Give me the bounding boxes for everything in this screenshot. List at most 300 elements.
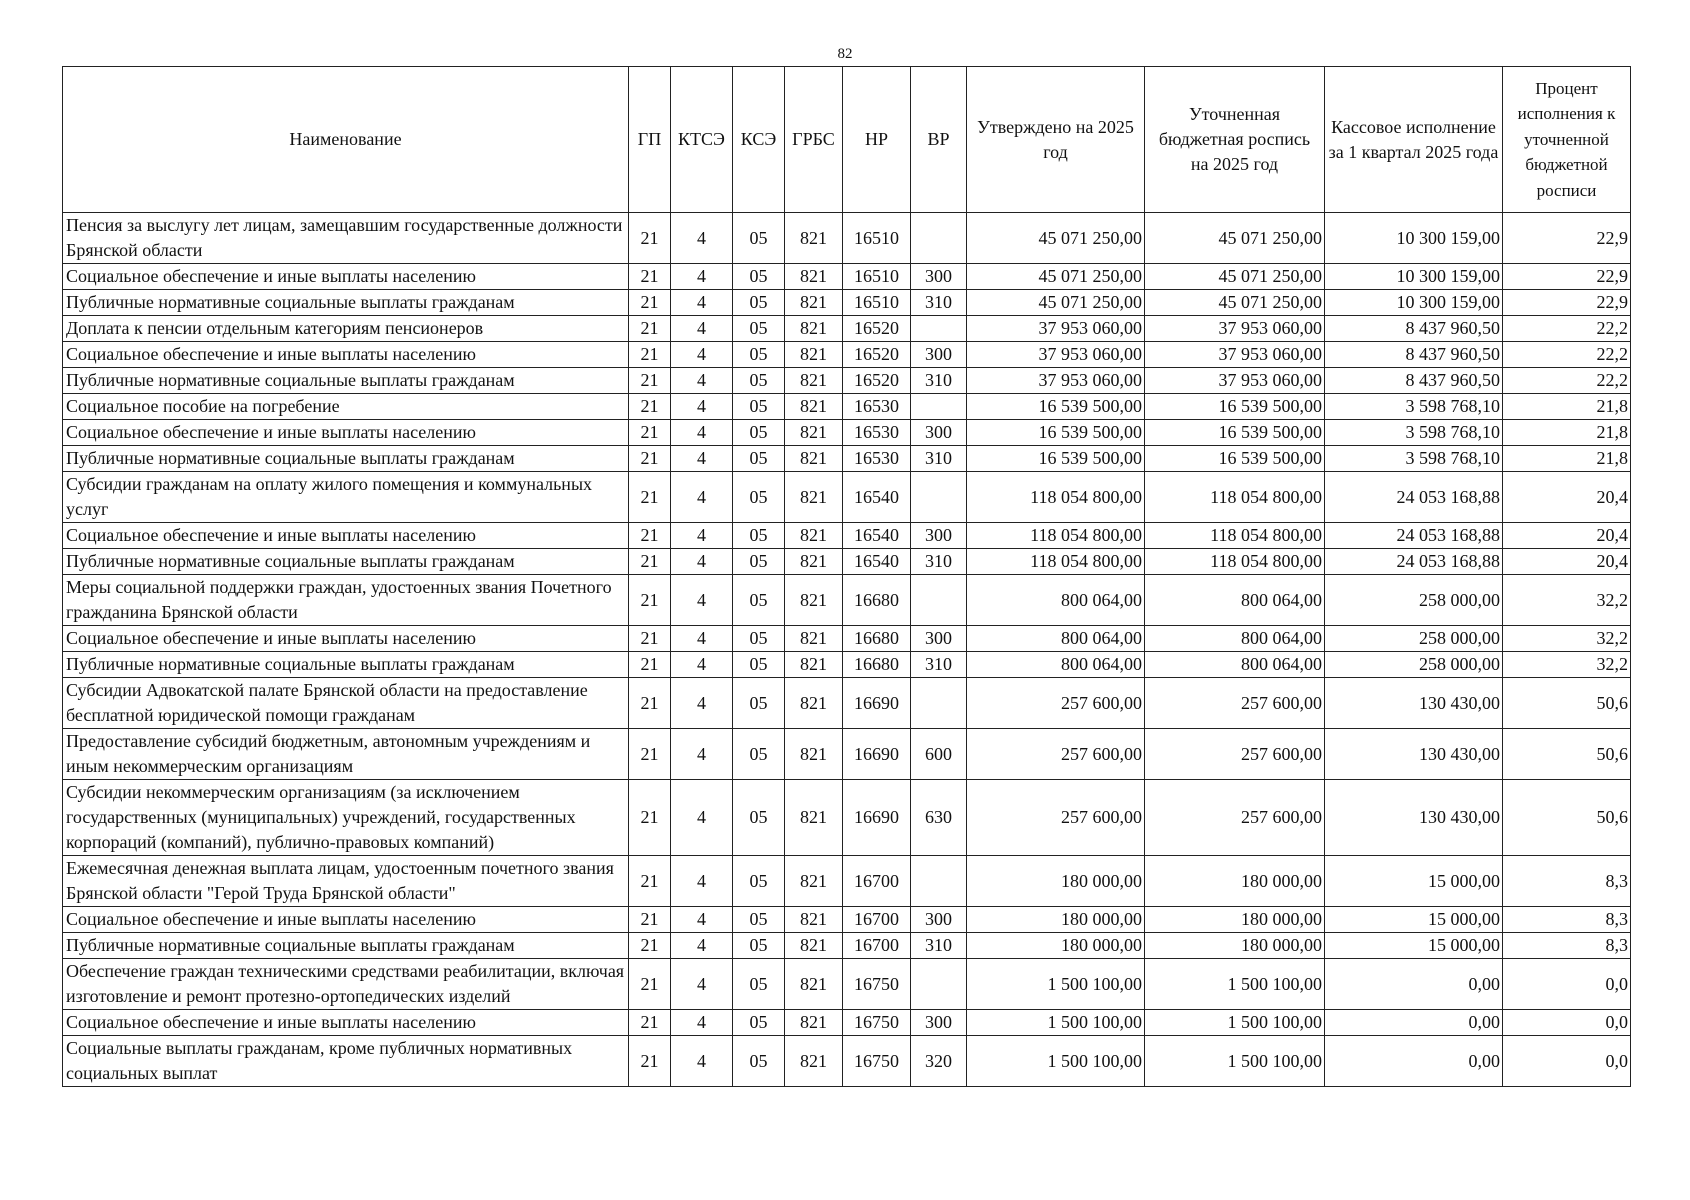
cell-vr xyxy=(911,213,967,264)
cell-grbs: 821 xyxy=(785,678,843,729)
cell-revised: 118 054 800,00 xyxy=(1145,523,1325,549)
cell-name: Пенсия за выслугу лет лицам, замещавшим государственные должности Брянской области xyxy=(63,213,629,264)
cell-executed: 10 300 159,00 xyxy=(1325,264,1503,290)
table-row xyxy=(63,420,1631,446)
cell-name: Публичные нормативные социальные выплаты гражданам xyxy=(63,652,629,678)
cell-gp: 21 xyxy=(629,780,671,856)
cell-grbs: 821 xyxy=(785,780,843,856)
cell-executed: 258 000,00 xyxy=(1325,652,1503,678)
cell-name: Социальное обеспечение и иные выплаты населению xyxy=(63,420,629,446)
cell-gp: 21 xyxy=(629,290,671,316)
cell-kse: 05 xyxy=(733,523,785,549)
cell-name: Публичные нормативные социальные выплаты гражданам xyxy=(63,290,629,316)
cell-nr: 16750 xyxy=(843,1036,911,1087)
cell-kse: 05 xyxy=(733,472,785,523)
cell-percent: 22,9 xyxy=(1503,213,1631,264)
cell-revised: 800 064,00 xyxy=(1145,575,1325,626)
cell-executed: 15 000,00 xyxy=(1325,933,1503,959)
cell-executed: 0,00 xyxy=(1325,1036,1503,1087)
cell-nr: 16680 xyxy=(843,652,911,678)
cell-nr: 16680 xyxy=(843,626,911,652)
cell-revised: 257 600,00 xyxy=(1145,678,1325,729)
cell-ktse: 4 xyxy=(671,575,733,626)
table-row xyxy=(63,907,1631,933)
cell-nr: 16520 xyxy=(843,316,911,342)
cell-name: Субсидии Адвокатской палате Брянской области на предоставление бесплатной юридической помощи гражданам xyxy=(63,678,629,729)
cell-ktse: 4 xyxy=(671,523,733,549)
cell-ktse: 4 xyxy=(671,368,733,394)
cell-kse: 05 xyxy=(733,446,785,472)
cell-name: Социальное обеспечение и иные выплаты населению xyxy=(63,523,629,549)
cell-revised: 257 600,00 xyxy=(1145,780,1325,856)
cell-name: Меры социальной поддержки граждан, удостоенных звания Почетного гражданина Брянской области xyxy=(63,575,629,626)
cell-kse: 05 xyxy=(733,549,785,575)
cell-approved: 37 953 060,00 xyxy=(967,368,1145,394)
table-row xyxy=(63,933,1631,959)
cell-ktse: 4 xyxy=(671,652,733,678)
col-header-grbs: ГРБС xyxy=(785,67,843,213)
cell-vr: 310 xyxy=(911,446,967,472)
table-row xyxy=(63,523,1631,549)
cell-nr: 16510 xyxy=(843,213,911,264)
col-header-executed: Кассовое исполнение за 1 квартал 2025 года xyxy=(1325,67,1503,213)
cell-executed: 10 300 159,00 xyxy=(1325,213,1503,264)
cell-ktse: 4 xyxy=(671,907,733,933)
cell-ktse: 4 xyxy=(671,549,733,575)
cell-vr xyxy=(911,394,967,420)
cell-gp: 21 xyxy=(629,394,671,420)
cell-approved: 45 071 250,00 xyxy=(967,290,1145,316)
cell-approved: 180 000,00 xyxy=(967,856,1145,907)
cell-vr: 300 xyxy=(911,342,967,368)
cell-gp: 21 xyxy=(629,575,671,626)
cell-nr: 16510 xyxy=(843,264,911,290)
cell-executed: 15 000,00 xyxy=(1325,907,1503,933)
cell-nr: 16520 xyxy=(843,368,911,394)
cell-gp: 21 xyxy=(629,652,671,678)
cell-executed: 3 598 768,10 xyxy=(1325,394,1503,420)
cell-grbs: 821 xyxy=(785,368,843,394)
cell-executed: 258 000,00 xyxy=(1325,575,1503,626)
cell-kse: 05 xyxy=(733,213,785,264)
cell-ktse: 4 xyxy=(671,959,733,1010)
cell-grbs: 821 xyxy=(785,907,843,933)
cell-grbs: 821 xyxy=(785,933,843,959)
cell-grbs: 821 xyxy=(785,856,843,907)
cell-approved: 16 539 500,00 xyxy=(967,446,1145,472)
cell-grbs: 821 xyxy=(785,575,843,626)
cell-percent: 20,4 xyxy=(1503,523,1631,549)
cell-executed: 24 053 168,88 xyxy=(1325,523,1503,549)
cell-grbs: 821 xyxy=(785,213,843,264)
table-row xyxy=(63,1010,1631,1036)
cell-revised: 16 539 500,00 xyxy=(1145,394,1325,420)
cell-executed: 0,00 xyxy=(1325,959,1503,1010)
cell-name: Обеспечение граждан техническими средствами реабилитации, включая изготовление и ремонт протезно-ортопедических изделий xyxy=(63,959,629,1010)
cell-nr: 16750 xyxy=(843,959,911,1010)
cell-ktse: 4 xyxy=(671,264,733,290)
col-header-nr: НР xyxy=(843,67,911,213)
cell-executed: 24 053 168,88 xyxy=(1325,472,1503,523)
cell-nr: 16690 xyxy=(843,780,911,856)
cell-vr xyxy=(911,678,967,729)
cell-percent: 20,4 xyxy=(1503,549,1631,575)
cell-gp: 21 xyxy=(629,907,671,933)
cell-approved: 800 064,00 xyxy=(967,626,1145,652)
cell-gp: 21 xyxy=(629,420,671,446)
cell-nr: 16690 xyxy=(843,729,911,780)
cell-gp: 21 xyxy=(629,933,671,959)
cell-revised: 118 054 800,00 xyxy=(1145,549,1325,575)
cell-kse: 05 xyxy=(733,780,785,856)
cell-executed: 8 437 960,50 xyxy=(1325,316,1503,342)
cell-percent: 32,2 xyxy=(1503,626,1631,652)
table-row xyxy=(63,316,1631,342)
cell-revised: 45 071 250,00 xyxy=(1145,264,1325,290)
cell-percent: 0,0 xyxy=(1503,1010,1631,1036)
table-row xyxy=(63,678,1631,729)
cell-vr: 600 xyxy=(911,729,967,780)
table-row xyxy=(63,549,1631,575)
table-row xyxy=(63,729,1631,780)
cell-percent: 21,8 xyxy=(1503,394,1631,420)
cell-approved: 118 054 800,00 xyxy=(967,472,1145,523)
cell-percent: 20,4 xyxy=(1503,472,1631,523)
cell-percent: 50,6 xyxy=(1503,729,1631,780)
cell-grbs: 821 xyxy=(785,264,843,290)
cell-gp: 21 xyxy=(629,729,671,780)
cell-grbs: 821 xyxy=(785,394,843,420)
cell-grbs: 821 xyxy=(785,420,843,446)
cell-ktse: 4 xyxy=(671,342,733,368)
cell-gp: 21 xyxy=(629,446,671,472)
cell-kse: 05 xyxy=(733,907,785,933)
cell-percent: 22,2 xyxy=(1503,316,1631,342)
cell-percent: 32,2 xyxy=(1503,575,1631,626)
col-header-percent-label: Процент исполнения к уточненной бюджетной росписи xyxy=(1517,78,1616,200)
cell-percent: 22,9 xyxy=(1503,264,1631,290)
col-header-name: Наименование xyxy=(63,67,629,213)
cell-percent: 22,2 xyxy=(1503,368,1631,394)
cell-nr: 16520 xyxy=(843,342,911,368)
cell-revised: 16 539 500,00 xyxy=(1145,446,1325,472)
cell-percent: 22,2 xyxy=(1503,342,1631,368)
cell-name: Социальные выплаты гражданам, кроме публичных нормативных социальных выплат xyxy=(63,1036,629,1087)
cell-nr: 16680 xyxy=(843,575,911,626)
cell-kse: 05 xyxy=(733,264,785,290)
cell-grbs: 821 xyxy=(785,1036,843,1087)
cell-name: Социальное обеспечение и иные выплаты населению xyxy=(63,264,629,290)
cell-gp: 21 xyxy=(629,368,671,394)
cell-kse: 05 xyxy=(733,290,785,316)
col-header-gp: ГП xyxy=(629,67,671,213)
cell-ktse: 4 xyxy=(671,394,733,420)
cell-name: Социальное пособие на погребение xyxy=(63,394,629,420)
cell-approved: 1 500 100,00 xyxy=(967,1036,1145,1087)
cell-kse: 05 xyxy=(733,959,785,1010)
cell-vr: 310 xyxy=(911,652,967,678)
cell-kse: 05 xyxy=(733,316,785,342)
table-row xyxy=(63,575,1631,626)
table-row xyxy=(63,446,1631,472)
cell-percent: 8,3 xyxy=(1503,907,1631,933)
table-header-row xyxy=(63,67,1631,213)
cell-approved: 16 539 500,00 xyxy=(967,420,1145,446)
cell-ktse: 4 xyxy=(671,420,733,446)
cell-grbs: 821 xyxy=(785,316,843,342)
cell-percent: 50,6 xyxy=(1503,678,1631,729)
cell-name: Публичные нормативные социальные выплаты гражданам xyxy=(63,446,629,472)
cell-vr: 310 xyxy=(911,290,967,316)
cell-ktse: 4 xyxy=(671,780,733,856)
cell-approved: 45 071 250,00 xyxy=(967,213,1145,264)
cell-revised: 16 539 500,00 xyxy=(1145,420,1325,446)
cell-percent: 32,2 xyxy=(1503,652,1631,678)
cell-grbs: 821 xyxy=(785,1010,843,1036)
cell-nr: 16530 xyxy=(843,446,911,472)
cell-nr: 16530 xyxy=(843,394,911,420)
cell-approved: 180 000,00 xyxy=(967,907,1145,933)
table-row xyxy=(63,264,1631,290)
cell-executed: 3 598 768,10 xyxy=(1325,420,1503,446)
cell-approved: 257 600,00 xyxy=(967,780,1145,856)
cell-kse: 05 xyxy=(733,575,785,626)
cell-approved: 37 953 060,00 xyxy=(967,316,1145,342)
col-header-revised: Уточненная бюджетная роспись на 2025 год xyxy=(1145,67,1325,213)
cell-kse: 05 xyxy=(733,368,785,394)
cell-revised: 45 071 250,00 xyxy=(1145,290,1325,316)
cell-vr xyxy=(911,575,967,626)
cell-percent: 21,8 xyxy=(1503,446,1631,472)
cell-kse: 05 xyxy=(733,933,785,959)
cell-revised: 257 600,00 xyxy=(1145,729,1325,780)
cell-gp: 21 xyxy=(629,264,671,290)
table-body xyxy=(63,213,1631,1087)
cell-name: Ежемесячная денежная выплата лицам, удостоенным почетного звания Брянской области "Герой Труда Брянской области" xyxy=(63,856,629,907)
cell-name: Социальное обеспечение и иные выплаты населению xyxy=(63,1010,629,1036)
col-header-approved: Утверждено на 2025 год xyxy=(967,67,1145,213)
cell-vr: 300 xyxy=(911,907,967,933)
cell-name: Доплата к пенсии отдельным категориям пенсионеров xyxy=(63,316,629,342)
cell-kse: 05 xyxy=(733,1036,785,1087)
cell-executed: 24 053 168,88 xyxy=(1325,549,1503,575)
cell-revised: 180 000,00 xyxy=(1145,856,1325,907)
col-header-ktse: КТСЭ xyxy=(671,67,733,213)
table-row xyxy=(63,394,1631,420)
cell-kse: 05 xyxy=(733,626,785,652)
cell-gp: 21 xyxy=(629,1036,671,1087)
cell-approved: 37 953 060,00 xyxy=(967,342,1145,368)
cell-vr: 310 xyxy=(911,368,967,394)
cell-nr: 16700 xyxy=(843,856,911,907)
cell-vr: 300 xyxy=(911,420,967,446)
cell-kse: 05 xyxy=(733,420,785,446)
cell-nr: 16540 xyxy=(843,549,911,575)
cell-gp: 21 xyxy=(629,1010,671,1036)
cell-vr: 300 xyxy=(911,523,967,549)
cell-ktse: 4 xyxy=(671,678,733,729)
table-row xyxy=(63,342,1631,368)
cell-name: Публичные нормативные социальные выплаты гражданам xyxy=(63,368,629,394)
cell-executed: 130 430,00 xyxy=(1325,780,1503,856)
cell-approved: 180 000,00 xyxy=(967,933,1145,959)
cell-grbs: 821 xyxy=(785,652,843,678)
cell-revised: 180 000,00 xyxy=(1145,933,1325,959)
cell-nr: 16540 xyxy=(843,523,911,549)
cell-vr xyxy=(911,316,967,342)
cell-percent: 8,3 xyxy=(1503,933,1631,959)
cell-vr: 300 xyxy=(911,1010,967,1036)
cell-gp: 21 xyxy=(629,626,671,652)
cell-executed: 15 000,00 xyxy=(1325,856,1503,907)
cell-percent: 8,3 xyxy=(1503,856,1631,907)
cell-executed: 10 300 159,00 xyxy=(1325,290,1503,316)
cell-kse: 05 xyxy=(733,342,785,368)
cell-nr: 16540 xyxy=(843,472,911,523)
cell-gp: 21 xyxy=(629,316,671,342)
cell-gp: 21 xyxy=(629,959,671,1010)
table-row xyxy=(63,472,1631,523)
table-row xyxy=(63,213,1631,264)
cell-vr: 300 xyxy=(911,264,967,290)
cell-vr: 630 xyxy=(911,780,967,856)
col-header-kse: КСЭ xyxy=(733,67,785,213)
cell-grbs: 821 xyxy=(785,549,843,575)
cell-ktse: 4 xyxy=(671,1010,733,1036)
cell-nr: 16530 xyxy=(843,420,911,446)
cell-revised: 45 071 250,00 xyxy=(1145,213,1325,264)
cell-approved: 118 054 800,00 xyxy=(967,523,1145,549)
cell-executed: 258 000,00 xyxy=(1325,626,1503,652)
cell-ktse: 4 xyxy=(671,1036,733,1087)
cell-executed: 8 437 960,50 xyxy=(1325,368,1503,394)
table-row xyxy=(63,368,1631,394)
cell-approved: 45 071 250,00 xyxy=(967,264,1145,290)
cell-kse: 05 xyxy=(733,394,785,420)
cell-grbs: 821 xyxy=(785,472,843,523)
cell-kse: 05 xyxy=(733,678,785,729)
cell-gp: 21 xyxy=(629,549,671,575)
cell-approved: 800 064,00 xyxy=(967,652,1145,678)
page-number: 82 xyxy=(837,46,853,62)
cell-vr: 310 xyxy=(911,549,967,575)
cell-revised: 800 064,00 xyxy=(1145,652,1325,678)
cell-executed: 8 437 960,50 xyxy=(1325,342,1503,368)
cell-vr xyxy=(911,856,967,907)
cell-ktse: 4 xyxy=(671,472,733,523)
cell-percent: 0,0 xyxy=(1503,1036,1631,1087)
cell-revised: 1 500 100,00 xyxy=(1145,1036,1325,1087)
col-header-vr: ВР xyxy=(911,67,967,213)
cell-nr: 16510 xyxy=(843,290,911,316)
cell-gp: 21 xyxy=(629,678,671,729)
cell-ktse: 4 xyxy=(671,446,733,472)
cell-grbs: 821 xyxy=(785,290,843,316)
cell-name: Социальное обеспечение и иные выплаты населению xyxy=(63,342,629,368)
cell-name: Предоставление субсидий бюджетным, автономным учреждениям и иным некоммерческим организациям xyxy=(63,729,629,780)
cell-ktse: 4 xyxy=(671,933,733,959)
cell-name: Субсидии некоммерческим организациям (за исключением государственных (муниципальных) учреждений, государственных корпораций (компаний), публично-правовых компаний) xyxy=(63,780,629,856)
cell-name: Публичные нормативные социальные выплаты гражданам xyxy=(63,549,629,575)
cell-gp: 21 xyxy=(629,213,671,264)
table-row xyxy=(63,780,1631,856)
cell-approved: 118 054 800,00 xyxy=(967,549,1145,575)
cell-name: Социальное обеспечение и иные выплаты населению xyxy=(63,626,629,652)
table-row xyxy=(63,856,1631,907)
cell-vr: 300 xyxy=(911,626,967,652)
cell-percent: 21,8 xyxy=(1503,420,1631,446)
cell-ktse: 4 xyxy=(671,290,733,316)
cell-kse: 05 xyxy=(733,729,785,780)
cell-gp: 21 xyxy=(629,523,671,549)
cell-ktse: 4 xyxy=(671,626,733,652)
cell-grbs: 821 xyxy=(785,342,843,368)
cell-revised: 180 000,00 xyxy=(1145,907,1325,933)
cell-approved: 257 600,00 xyxy=(967,729,1145,780)
col-header-percent xyxy=(1503,67,1631,213)
cell-revised: 118 054 800,00 xyxy=(1145,472,1325,523)
cell-revised: 37 953 060,00 xyxy=(1145,368,1325,394)
cell-grbs: 821 xyxy=(785,523,843,549)
cell-approved: 800 064,00 xyxy=(967,575,1145,626)
cell-ktse: 4 xyxy=(671,729,733,780)
cell-approved: 1 500 100,00 xyxy=(967,959,1145,1010)
cell-percent: 22,9 xyxy=(1503,290,1631,316)
cell-name: Субсидии гражданам на оплату жилого помещения и коммунальных услуг xyxy=(63,472,629,523)
cell-grbs: 821 xyxy=(785,446,843,472)
cell-gp: 21 xyxy=(629,856,671,907)
cell-vr: 310 xyxy=(911,933,967,959)
table-row xyxy=(63,626,1631,652)
cell-nr: 16700 xyxy=(843,907,911,933)
cell-nr: 16700 xyxy=(843,933,911,959)
cell-approved: 16 539 500,00 xyxy=(967,394,1145,420)
cell-revised: 1 500 100,00 xyxy=(1145,1010,1325,1036)
table-row xyxy=(63,1036,1631,1087)
cell-executed: 130 430,00 xyxy=(1325,729,1503,780)
cell-approved: 257 600,00 xyxy=(967,678,1145,729)
cell-percent: 0,0 xyxy=(1503,959,1631,1010)
cell-nr: 16690 xyxy=(843,678,911,729)
cell-name: Публичные нормативные социальные выплаты гражданам xyxy=(63,933,629,959)
cell-executed: 130 430,00 xyxy=(1325,678,1503,729)
table-row xyxy=(63,290,1631,316)
cell-revised: 37 953 060,00 xyxy=(1145,342,1325,368)
cell-grbs: 821 xyxy=(785,626,843,652)
cell-executed: 0,00 xyxy=(1325,1010,1503,1036)
table-row xyxy=(63,652,1631,678)
cell-revised: 37 953 060,00 xyxy=(1145,316,1325,342)
cell-kse: 05 xyxy=(733,856,785,907)
cell-revised: 800 064,00 xyxy=(1145,626,1325,652)
cell-ktse: 4 xyxy=(671,856,733,907)
cell-ktse: 4 xyxy=(671,316,733,342)
budget-table xyxy=(62,66,1631,1087)
cell-vr xyxy=(911,472,967,523)
cell-percent: 50,6 xyxy=(1503,780,1631,856)
cell-vr xyxy=(911,959,967,1010)
cell-grbs: 821 xyxy=(785,959,843,1010)
cell-kse: 05 xyxy=(733,1010,785,1036)
cell-vr: 320 xyxy=(911,1036,967,1087)
cell-revised: 1 500 100,00 xyxy=(1145,959,1325,1010)
cell-ktse: 4 xyxy=(671,213,733,264)
cell-approved: 1 500 100,00 xyxy=(967,1010,1145,1036)
cell-kse: 05 xyxy=(733,652,785,678)
cell-grbs: 821 xyxy=(785,729,843,780)
cell-nr: 16750 xyxy=(843,1010,911,1036)
cell-gp: 21 xyxy=(629,472,671,523)
